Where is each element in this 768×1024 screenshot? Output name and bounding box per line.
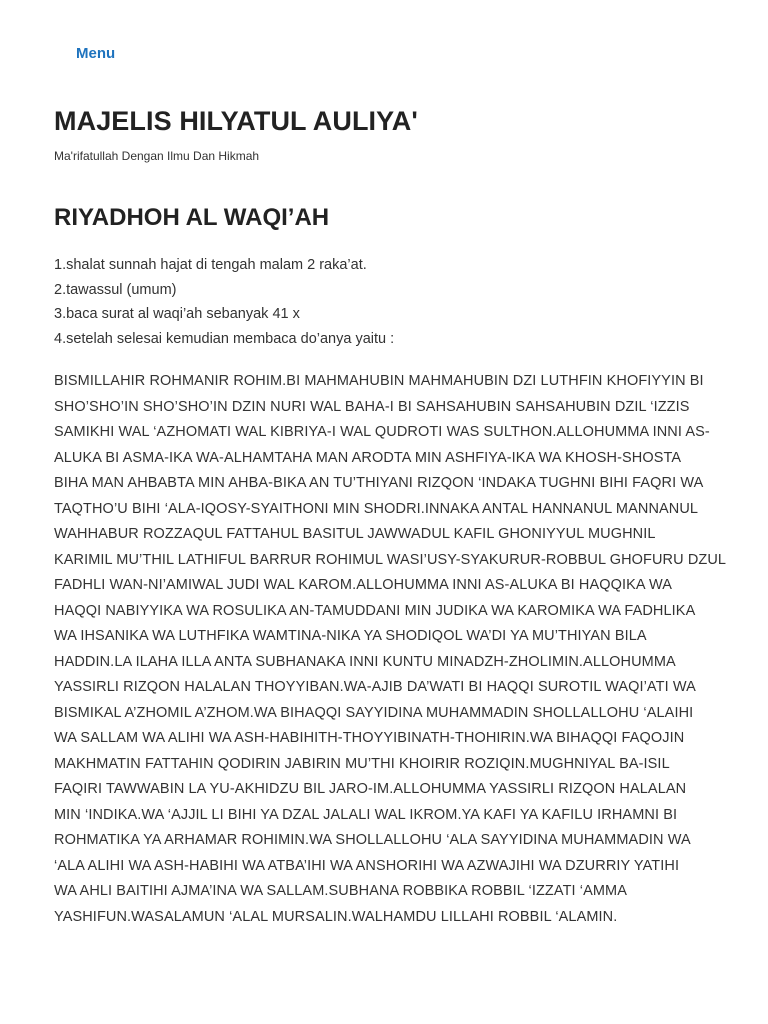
prayer-line: BISMILLAHIR ROHMANIR ROHIM.BI MAHMAHUBIN MAHMAHUBIN DZI LUTHFIN KHOFIYYIN BI bbox=[54, 373, 704, 389]
prayer-line: MIN ‘INDIKA.WA ‘AJJIL LI BIHI YA DZAL JALALI WAL IKROM.YA KAFI YA KAFILU IRHAMNI BI bbox=[54, 806, 678, 823]
steps-list bbox=[54, 253, 714, 351]
prayer-line: SHO’SHO’IN SHO’SHO’IN DZIN NURI WAL BAHA-I BI SAHSAHUBIN SAHSAHUBIN DZIL ‘IZZIS bbox=[54, 398, 690, 415]
prayer-line: YASHIFUN.WASALAMUN ‘ALAL MURSALIN.WALHAMDU LILLAHI ROBBIL ‘ALAMIN. bbox=[54, 908, 618, 925]
prayer-line: WA IHSANIKA WA LUTHFIKA WAMTINA-NIKA YA SHODIQOL WA’DI YA MU’THIYAN BILA bbox=[54, 628, 647, 644]
site-title[interactable]: MAJELIS HILYATUL AULIYA' bbox=[54, 106, 418, 136]
prayer-line: SAMIKHI WAL ‘AZHOMATI WAL KIBRIYA-I WAL QUDROTI WAS SULTHON.ALLOHUMMA INNI AS- bbox=[54, 424, 710, 440]
step-item: 3.baca surat al waqi’ah sebanyak 41 x bbox=[54, 306, 300, 322]
site-tagline: Ma'rifatullah Dengan Ilmu Dan Hikmah bbox=[54, 149, 260, 163]
step-item: 1.shalat sunnah hajat di tengah malam 2 raka’at. bbox=[54, 257, 367, 273]
prayer-line: ‘ALA ALIHI WA ASH-HABIHI WA ATBA’IHI WA ANSHORIHI WA AZWAJIHI WA DZURRIY YATIHI bbox=[54, 857, 680, 874]
menu-toggle-button[interactable]: Menu bbox=[76, 45, 116, 62]
step-item: 4.setelah selesai kemudian membaca do’anya yaitu : bbox=[54, 330, 395, 347]
prayer-line: YASSIRLI RIZQON HALALAN THOYYIBAN.WA-AJIB DA’WATI BI HAQQI SUROTIL WAQI’ATI WA bbox=[54, 679, 696, 695]
prayer-line: BISMIKAL A’ZHOMIL A’ZHOM.WA BIHAQQI SAYYIDINA MUHAMMADIN SHOLLALLOHU ‘ALAIHI bbox=[54, 704, 694, 721]
prayer-text bbox=[54, 369, 727, 930]
prayer-line: BIHA MAN AHBABTA MIN AHBA-BIKA AN TU’THIYANI RIZQON ‘INDAKA TUGHNI BIHI FAQRI WA bbox=[54, 475, 704, 491]
prayer-line: TAQTHO’U BIHI ‘ALA-IQOSY-SYAITHONI MIN SHODRI.INNAKA ANTAL HANNANUL MANNANUL bbox=[54, 500, 699, 517]
post-title: RIYADHOH AL WAQI’AH bbox=[54, 204, 330, 231]
prayer-line: FAQIRI TAWWABIN LA YU-AKHIDZU BIL JARO-IM.ALLOHUMMA YASSIRLI RIZQON HALALAN bbox=[54, 781, 687, 797]
step-item: 2.tawassul (umum) bbox=[54, 281, 177, 298]
prayer-line: HAQQI NABIYYIKA WA ROSULIKA AN-TAMUDDANI MIN JUDIKA WA KAROMIKA WA FADHLIKA bbox=[54, 602, 696, 619]
prayer-line: ROHMATIKA YA ARHAMAR ROHIMIN.WA SHOLLALLOHU ‘ALA SAYYIDINA MUHAMMADIN WA bbox=[54, 832, 691, 848]
prayer-line: ALUKA BI ASMA-IKA WA-ALHAMTAHA MAN ARODTA MIN ASHFIYA-IKA WA KHOSH-SHOSTA bbox=[54, 449, 682, 466]
prayer-line: KARIMIL MU’THIL LATHIFUL BARRUR ROHIMUL WASI’USY-SYAKURUR-ROBBUL GHOFURU DZUL bbox=[54, 551, 727, 568]
prayer-line: WA AHLI BAITIHI AJMA’INA WA SALLAM.SUBHANA ROBBIKA ROBBIL ‘IZZATI ‘AMMA bbox=[54, 883, 628, 899]
prayer-line: WAHHABUR ROZZAQUL FATTAHUL BASITUL JAWWADUL KAFIL GHONIYYUL MUGHNIL bbox=[54, 526, 656, 542]
prayer-line: HADDIN.LA ILAHA ILLA ANTA SUBHANAKA INNI KUNTU MINADZH-ZHOLIMIN.ALLOHUMMA bbox=[54, 653, 676, 670]
prayer-line: WA SALLAM WA ALIHI WA ASH-HABIHITH-THOYYIBINATH-THOHIRIN.WA BIHAQQI FAQOJIN bbox=[54, 730, 685, 746]
prayer-line: MAKHMATIN FATTAHIN QODIRIN JABIRIN MU’THI KHOIRIR ROZIQIN.MUGHNIYAL BA-ISIL bbox=[54, 755, 670, 772]
prayer-line: FADHLI WAN-NI’AMIWAL JUDI WAL KAROM.ALLOHUMMA INNI AS-ALUKA BI HAQQIKA WA bbox=[54, 577, 673, 593]
